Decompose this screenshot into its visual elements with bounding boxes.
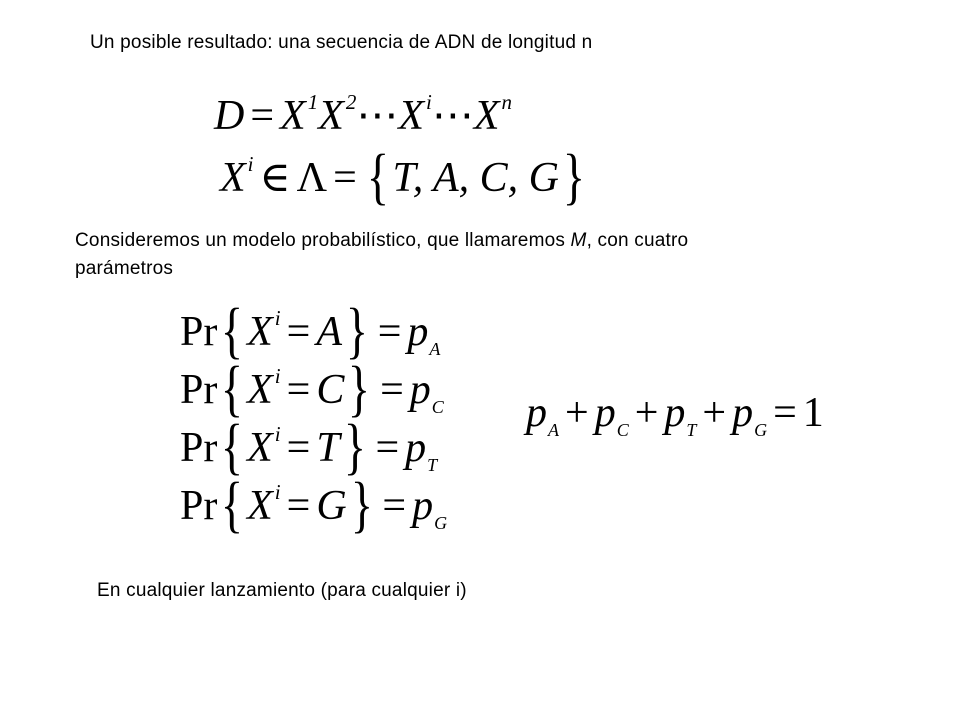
sequence-term: X	[280, 93, 306, 139]
model-name: M	[570, 230, 587, 251]
sequence-term: X	[398, 93, 424, 139]
sequence-lhs: D	[214, 93, 245, 139]
slide-heading: Un posible resultado: una secuencia de ADN de longitud n	[90, 32, 593, 53]
sum-equation: $p_A + p_C + p_T + p_G = 1$	[526, 390, 824, 440]
model-description: Consideremos un modelo probabilístico, que llamaremos M, con cuatro	[75, 230, 689, 251]
sequence-term: X	[473, 93, 500, 139]
sequence-equation: $D = X^1X^2\cdots X^i\cdots X^n$	[214, 90, 512, 139]
prob-equation-a: $Pr\{X^i = A\} = p_A$	[180, 297, 441, 365]
model-description-line2: parámetros	[75, 258, 174, 279]
sequence-term: X	[318, 93, 344, 139]
alphabet-symbol: Λ	[296, 155, 328, 201]
prob-equation-t: $Pr\{X^i = T\} = p_T$	[180, 413, 438, 481]
alphabet-equation: $X^i$ ∈ Λ = {T, A, C, G}	[220, 143, 586, 211]
alphabet-members: T, A, C, G	[392, 155, 559, 201]
prob-equation-g: $Pr\{X^i = G\} = p_G$	[180, 471, 448, 539]
footer-note: En cualquier lanzamiento (para cualquier i)	[97, 580, 467, 601]
prob-equation-c: $Pr\{X^i = C\} = p_C$	[180, 355, 444, 423]
sum-total: 1	[802, 390, 824, 436]
